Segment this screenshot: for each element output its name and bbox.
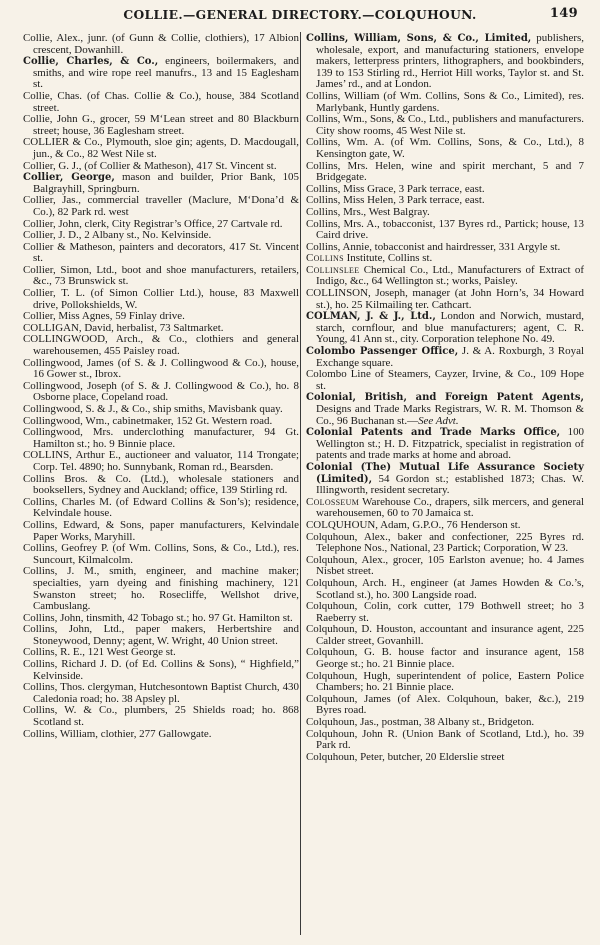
entry-text: Collins, Edward, & Sons, paper manufacturers, Kelvindale Paper Works, Maryhill. (23, 518, 299, 543)
entry-text: engineers, boilermakers, and smiths, and wire rope reel manufrs., 13 and 15 Eaglesham st. (33, 55, 299, 91)
entry-text: COLLIER & Co., Plymouth, sloe gin; agents, D. Macdougall, jun., & Co., 82 West Nile st. (23, 136, 299, 160)
entry-text: Collins, W. & Co., plumbers, 25 Shields road; ho. 868 Scotland st. (23, 704, 299, 729)
running-title: COLLIE.—GENERAL DIRECTORY.—COLQUHOUN. (123, 7, 477, 22)
entry-text: Colquhoun, James (of Alex. Colquhoun, baker, &c.), 219 Byres road. (306, 692, 584, 717)
directory-entry (23, 682, 299, 705)
directory-entry (23, 705, 299, 728)
directory-entry (306, 601, 584, 624)
page-number: 149 (549, 6, 578, 21)
entry-text: Colquhoun, G. B. house factor and insurance agent, 158 George st.; ho. 21 Binnie place. (306, 646, 584, 671)
entry-text: Collie, Chas. (of Chas. Collie & Co.), house, 384 Scotland street. (23, 89, 299, 114)
entry-heading: Colombo Passenger Office, (306, 346, 459, 358)
entry-heading: Collins, William, Sons, & Co., Limited, (306, 33, 532, 44)
entry-text: mason and builder, Prior Bank, 105 Balgrayhill, Springburn. (33, 171, 299, 195)
directory-entry (306, 346, 584, 369)
directory-entry (306, 462, 584, 497)
entry-text: Designs and Trade Marks Registrars, W. R. M. Thomson & Co., 96 Buchanan st.— (316, 403, 584, 427)
directory-entry (23, 56, 299, 91)
directory-entry (306, 671, 584, 694)
entry-text: Colquhoun, Peter, butcher, 20 Elderslie street (306, 750, 505, 763)
entry-text: Collins, John, Ltd., paper makers, Herbertshire and Stoneywood, Denny; agent, W. Wright, 40 Union street. (23, 623, 299, 647)
directory-entry (23, 474, 299, 497)
directory-entry (306, 532, 584, 555)
entry-text: Colombo Line of Steamers, Cayzer, Irvine, & Co., 109 Hope st. (306, 368, 584, 392)
entry-text: Colquhoun, Arch. H., engineer (at James Howden & Co.’s, Scotland st.), ho. 300 Langside road. (306, 576, 584, 601)
directory-entry (23, 265, 299, 288)
directory-entry (306, 288, 584, 311)
entry-text: Collingwood, S. & J., & Co., ship smiths, Mavisbank quay. (23, 403, 283, 415)
entry-text: Collins, Mrs., West Balgray. (306, 205, 430, 218)
directory-entry (306, 114, 584, 137)
entry-text: COLQUHOUN, Adam, G.P.O., 76 Henderson st. (306, 518, 521, 531)
directory-entry (23, 659, 299, 682)
entry-text: Collingwood, Joseph (of S. & J. Collingwood & Co.), ho. 8 Osborne place, Copeland road. (23, 379, 299, 404)
entry-heading: Colonial Patents and Trade Marks Office, (306, 427, 561, 439)
entry-text: Colquhoun, Hugh, superintendent of police, Eastern Police Chambers; ho. 21 Binnie place. (306, 669, 584, 694)
entry-text: Collins, John, tinsmith, 42 Tobago st.; ho. 97 Gt. Hamilton st. (23, 611, 293, 624)
entry-text: Collins, Geofrey P. (of Wm. Collins, Sons, & Co., Ltd.), res. Suncourt, Kilmalcolm. (23, 542, 299, 566)
entry-text: publishers, wholesale, export, and manufacturing stationers, envelope makers, letterpress printers, lithographers, and bookbinders, 139 to 153 Stirling rd., Herriot Hill works, Taylor st. and St. James’ rd., and at London. (316, 32, 584, 91)
directory-entry (306, 137, 584, 160)
directory-entry (306, 729, 584, 752)
entry-smallcaps-name: Collinslee (306, 263, 360, 276)
directory-entry (306, 311, 584, 346)
entry-text: Collins, Thos. clergyman, Hutchesontown Baptist Church, 430 Caledonia road; ho. 38 Apsley pl. (23, 681, 299, 705)
entry-heading: Colonial (The) Mutual Life Assurance Society (Limited), (306, 461, 584, 485)
entry-text: Collins, Annie, tobacconist and hairdresser, 331 Argyle st. (306, 240, 561, 253)
directory-entry (306, 33, 584, 91)
directory-entry (306, 555, 584, 578)
right-column (306, 33, 584, 763)
directory-entry (23, 137, 299, 160)
entry-smallcaps-name: Colosseum (306, 495, 360, 508)
entry-text: Collins, Richard J. D. (of Ed. Collins & Sons), “ Highfield,” Kelvinside. (23, 658, 299, 682)
entry-text: Collier, Jas., commercial traveller (Maclure, M‘Dona’d & Co.), 82 Park rd. west (23, 194, 299, 218)
entry-text: Colquhoun, John R. (Union Bank of Scotland, Ltd.), ho. 39 Park rd. (306, 727, 584, 752)
directory-entry (23, 114, 299, 137)
entry-text: Collins, William (of Wm. Collins, Sons & Co., Limited), res. Marlybank, Huntly gardens. (306, 89, 584, 114)
entry-text: Collier, John, clerk, City Registrar’s Office, 27 Cartvale rd. (23, 217, 283, 230)
entry-text: Collingwood, Wm., cabinetmaker, 152 Gt. Western road. (23, 414, 273, 427)
entry-heading: Collie, Charles, & Co., (23, 56, 159, 68)
directory-entry (306, 752, 584, 764)
entry-text: Collier, T. L. (of Simon Collier Ltd.), house, 83 Maxwell drive, Pollokshields, W. (23, 287, 299, 311)
directory-entry (23, 729, 299, 741)
entry-text: 100 Wellington st.; H. D. Fitzpatrick, specialist in registration of patents and trade marks at home and abroad. (316, 426, 585, 462)
entry-text: Collins, Wm., Sons, & Co., Ltd., publishers and manufacturers. City show rooms, 45 West Nile st. (306, 113, 584, 137)
directory-entry (23, 172, 299, 195)
directory-entry (306, 91, 584, 114)
entry-text: Colquhoun, Alex., grocer, 105 Earlston avenue; ho. 4 James Nisbet street. (306, 553, 584, 578)
directory-entry (23, 624, 299, 647)
column-divider (300, 32, 301, 935)
directory-entry (306, 369, 584, 392)
page-header (20, 6, 580, 26)
entry-text: COLLINSON, Joseph, manager (at John Horn’s, 34 Howard st.), ho. 25 Kilmailing ter. Cathcart. (306, 287, 584, 311)
directory-entry (306, 497, 584, 520)
entry-heading: COLMAN, J. & J., Ltd., (306, 311, 436, 323)
directory-entry (23, 91, 299, 114)
directory-entry (306, 219, 584, 242)
entry-text: Collins, Miss Grace, 3 Park terrace, east. (306, 182, 485, 195)
directory-entry (23, 543, 299, 566)
entry-text: COLLIGAN, David, herbalist, 73 Saltmarket. (23, 321, 224, 334)
directory-entry (23, 242, 299, 265)
entry-text: Collins, William, clothier, 277 Gallowgate. (23, 727, 212, 740)
entry-text: Colquhoun, Jas., postman, 38 Albany st., Bridgeton. (306, 716, 535, 729)
entry-text: Collins, Charles M. (of Edward Collins & Son’s); residence, Kelvindale house. (23, 495, 299, 520)
left-column (23, 33, 299, 740)
entry-text: Collier, Simon, Ltd., boot and shoe manufacturers, retailers, &c., 73 Brunswick st. (23, 263, 299, 288)
directory-entry (23, 520, 299, 543)
entry-text: Collins, R. E., 121 West George st. (23, 646, 176, 659)
entry-text: Collins Bros. & Co. (Ltd.), wholesale stationers and booksellers, Sydney and Auckland; office, 139 Stirling rd. (23, 472, 299, 497)
entry-text: J. & A. Roxburgh, 3 Royal Exchange square. (316, 345, 584, 369)
entry-text: Collingwood, James (of S. & J. Collingwood & Co.), house, 16 Gower st., Ibrox. (23, 356, 299, 381)
entry-text: Institute, Collins st. (343, 252, 433, 265)
directory-entry (306, 624, 584, 647)
entry-text: Chemical Co., Ltd., Manufacturers of Extract of Indigo, &c., 64 Wellington st.; works, Paisley. (316, 263, 584, 288)
directory-entry (306, 578, 584, 601)
directory-entry (306, 647, 584, 670)
directory-entry (23, 497, 299, 520)
entry-heading: Collier, George, (23, 172, 115, 184)
entry-text: Collins, Miss Helen, 3 Park terrace, east. (306, 194, 485, 207)
directory-entry (23, 334, 299, 357)
directory-entry (23, 566, 299, 612)
directory-entry (23, 450, 299, 473)
directory-entry (23, 195, 299, 218)
entry-text: Colquhoun, Alex., baker and confectioner, 225 Byres rd. Telephone Nos., National, 23 Partick; Corporation, W 23. (306, 530, 584, 555)
entry-text: Collingwood, Mrs. underclothing manufacturer, 94 Gt. Hamilton st.; ho. 9 Binnie place. (23, 426, 299, 450)
entry-smallcaps-name: Collins (306, 252, 344, 265)
entry-text: Colquhoun, Colin, cork cutter, 179 Bothwell street; ho 3 Raeberry st. (306, 600, 584, 624)
entry-text: Collins, J. M., smith, engineer, and machine maker; specialties, yarn dyeing and finishing machinery, 121 Swanston street; ho. Rosecliffe, Wellshot drive, Cambuslang. (23, 565, 299, 613)
entry-text: Colquhoun, D. Houston, accountant and insurance agent, 225 Calder street, Govanhill. (306, 623, 584, 647)
entry-text: Collins, Mrs. A., tobacconist, 137 Byres rd., Partick; house, 13 Caird drive. (306, 217, 584, 242)
entry-text: Warehouse Co., drapers, silk mercers, and general warehousemen, 60 to 70 Jamaica st. (316, 495, 584, 520)
entry-text: Collier, J. D., 2 Albany st., No. Kelvinside. (23, 229, 212, 242)
entry-text: Collier, G. J., (of Collier & Matheson), 417 St. Vincent st. (23, 159, 277, 172)
entry-text: Collier, Miss Agnes, 59 Finlay drive. (23, 310, 185, 323)
entry-text: Collie, Alex., junr. (of Gunn & Collie, clothiers), 17 Albion crescent, Dowanhill. (23, 32, 299, 56)
directory-entry (306, 161, 584, 184)
directory-entry (306, 265, 584, 288)
entry-text: Collins, Wm. A. (of Wm. Collins, Sons, & Co., Ltd.), 8 Kensington gate, W. (306, 136, 584, 160)
entry-italic-note: See Advt. (418, 414, 459, 427)
directory-entry (306, 392, 584, 427)
entry-text: London and Norwich, mustard, starch, cornflour, and blue manufacturers; agent, C. R. Young, 41 Ann st., city. Corporation telephone No. 49. (316, 310, 584, 346)
directory-entry (23, 288, 299, 311)
entry-heading: Colonial, British, and Foreign Patent Agents, (306, 392, 584, 404)
directory-entry (23, 33, 299, 56)
entry-text: 54 Gordon st.; established 1873; Chas. W. Illingworth, resident secretary. (316, 472, 584, 497)
directory-entry (306, 694, 584, 717)
directory-entry (23, 358, 299, 381)
entry-text: Collier & Matheson, painters and decorators, 417 St. Vincent st. (23, 240, 299, 265)
entry-text: Collie, John G., grocer, 59 M‘Lean street and 80 Blackburn street; house, 36 Eaglesham street. (23, 113, 299, 137)
directory-entry (23, 381, 299, 404)
entry-text: COLLINS, Arthur E., auctioneer and valuator, 114 Trongate; Corp. Tel. 4890; ho. Sunnybank, Roman rd., Bearsden. (23, 449, 299, 473)
entry-text: Collins, Mrs. Helen, wine and spirit merchant, 5 and 7 Bridgegate. (306, 159, 584, 184)
directory-entry (23, 427, 299, 450)
directory-entry (306, 427, 584, 462)
entry-text: COLLINGWOOD, Arch., & Co., clothiers and general warehousemen, 455 Paisley road. (23, 333, 299, 358)
